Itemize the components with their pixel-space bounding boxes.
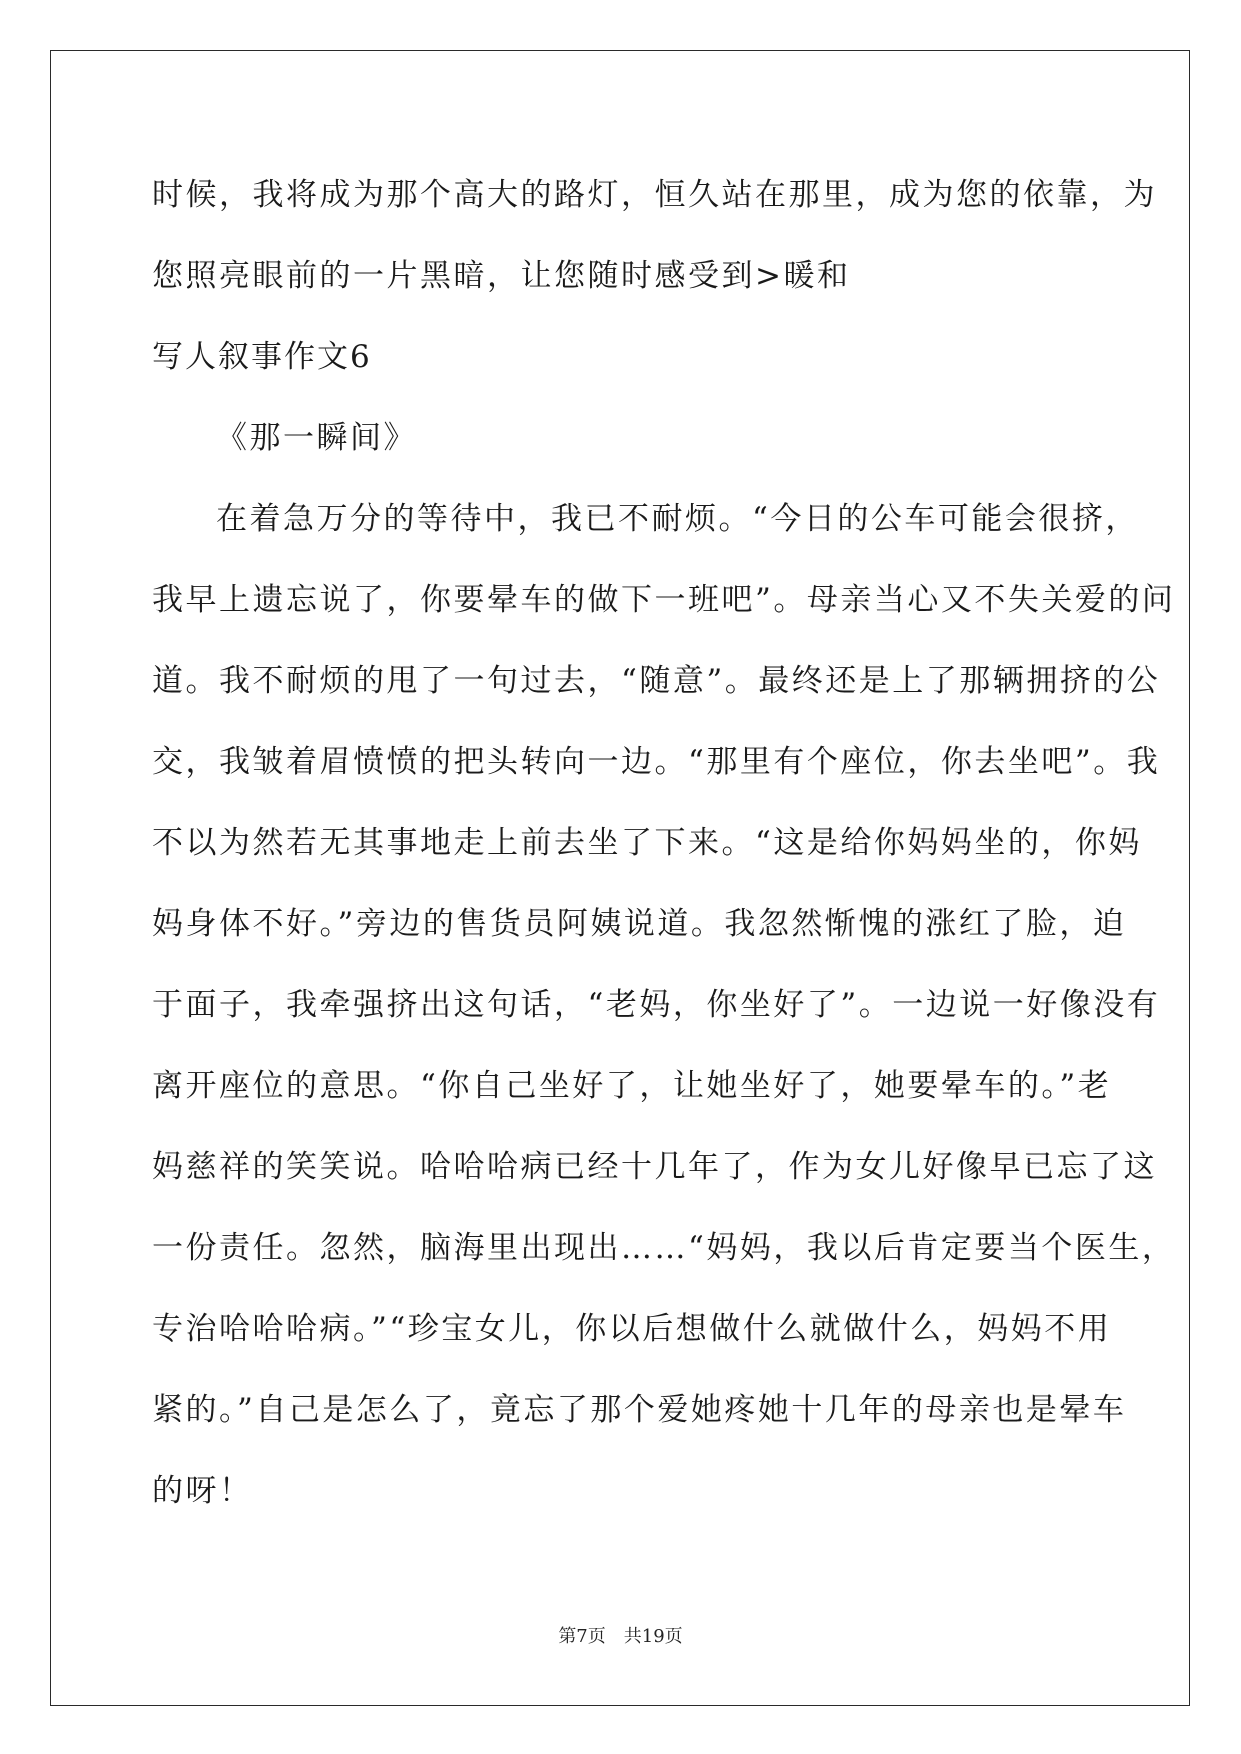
- paragraph-line: 专治哈哈哈病。”“珍宝女儿，你以后想做什么就做什么，妈妈不用: [152, 1311, 1112, 1347]
- paragraph-line: 道。我不耐烦的甩了一句过去，“随意”。最终还是上了那辆拥挤的公: [152, 663, 1161, 699]
- paragraph-line: 时候，我将成为那个高大的路灯，恒久站在那里，成为您的依靠，为: [152, 177, 1157, 213]
- paragraph-line: 在着急万分的等待中，我已不耐烦。“今日的公车可能会很挤，: [216, 501, 1139, 537]
- page-number: 第7页: [558, 1626, 606, 1647]
- section-heading: 写人叙事作文6: [152, 339, 372, 375]
- paragraph-line: 妈身体不好。”旁边的售货员阿姨说道。我忽然惭愧的涨红了脸，迫: [152, 906, 1127, 942]
- paragraph-line: 离开座位的意思。“你自己坐好了，让她坐好了，她要晕车的。”老: [152, 1068, 1112, 1104]
- paragraph-line: 的呀！: [152, 1473, 253, 1509]
- paragraph-line: 于面子，我牵强挤出这句话，“老妈，你坐好了”。一边说一好像没有: [152, 987, 1161, 1023]
- paragraph-line: 妈慈祥的笑笑说。哈哈哈病已经十几年了，作为女儿好像早已忘了这: [152, 1149, 1157, 1185]
- paragraph-line: 交，我皱着眉愤愤的把头转向一边。“那里有个座位，你去坐吧”。我: [152, 744, 1161, 780]
- document-body: [152, 155, 1176, 1532]
- paragraph-line: 我早上遗忘说了，你要晕车的做下一班吧”。母亲当心又不失关爱的问: [152, 582, 1176, 618]
- paragraph-line: 一份责任。忽然，脑海里出现出……“妈妈，我以后肯定要当个医生，: [152, 1230, 1176, 1266]
- essay-title: 《那一瞬间》: [216, 420, 417, 456]
- page-total: 共19页: [623, 1626, 683, 1647]
- page-footer: [0, 1622, 1241, 1648]
- paragraph-line: 紧的。”自己是怎么了，竟忘了那个爱她疼她十几年的母亲也是晕车: [152, 1392, 1127, 1428]
- paragraph-line: 您照亮眼前的一片黑暗，让您随时感受到>暖和: [152, 258, 851, 294]
- paragraph-line: 不以为然若无其事地走上前去坐了下来。“这是给你妈妈坐的，你妈: [152, 825, 1142, 861]
